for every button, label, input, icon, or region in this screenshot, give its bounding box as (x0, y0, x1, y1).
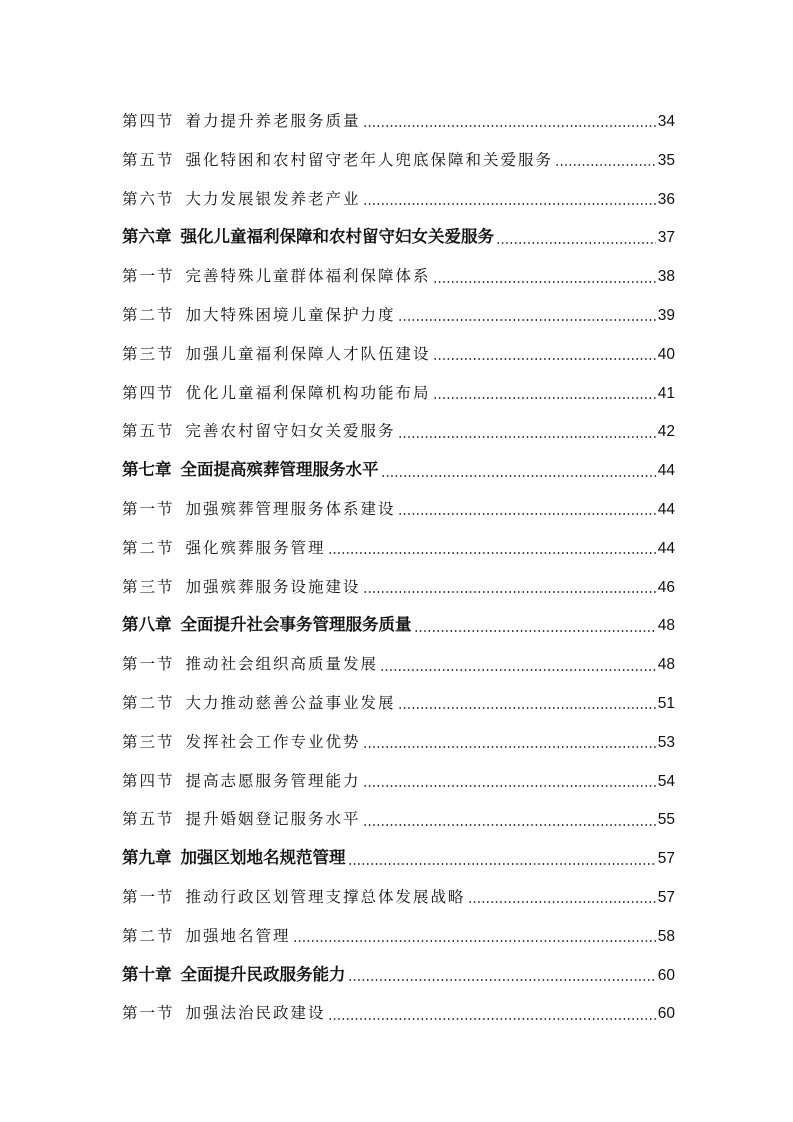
toc-entry-number: 第二节 (122, 926, 175, 945)
toc-leader-dots (363, 824, 656, 826)
toc-entry-number: 第七章 (122, 460, 172, 480)
toc-entry-title: 发挥社会工作专业优势 (185, 732, 361, 751)
toc-leader-dots (398, 319, 656, 321)
toc-entry-page: 53 (657, 733, 675, 751)
toc-entry-number: 第二节 (122, 538, 175, 557)
toc-entry-page: 34 (657, 113, 675, 130)
toc-entry[interactable] (122, 257, 675, 296)
toc-entry[interactable] (122, 374, 675, 413)
toc-leader-dots (381, 475, 656, 477)
toc-entry-number: 第五节 (122, 422, 175, 441)
toc-leader-dots (433, 281, 656, 283)
toc-leader-dots (348, 863, 656, 865)
toc-leader-dots (555, 164, 656, 166)
toc-entry-title: 加强区划地名规范管理 (180, 848, 346, 868)
toc-entry-number: 第三节 (122, 732, 175, 751)
toc-entry-page: 40 (657, 345, 675, 363)
toc-entry-title: 加强殡葬服务设施建设 (185, 577, 361, 596)
toc-entry-page: 57 (657, 850, 675, 868)
toc-entry[interactable] (122, 800, 675, 839)
toc-entry-number: 第四节 (122, 112, 175, 130)
toc-entry-page: 36 (657, 190, 675, 208)
toc-entry-page: 44 (657, 462, 675, 480)
toc-entry-number: 第八章 (122, 615, 172, 635)
toc-entry-title: 推动社会组织高质量发展 (185, 655, 379, 674)
toc-leader-dots (328, 1018, 656, 1020)
toc-entry[interactable] (122, 451, 675, 490)
toc-entry-title: 提升婚姻登记服务水平 (185, 810, 361, 829)
toc-entry-page: 48 (657, 656, 675, 674)
toc-entry-page: 46 (657, 578, 675, 596)
toc-entry[interactable] (122, 645, 675, 684)
toc-entry-title: 加强殡葬管理服务体系建设 (185, 499, 396, 518)
toc-entry-number: 第二节 (122, 305, 175, 324)
toc-entry[interactable] (122, 141, 675, 180)
toc-entry-title: 强化儿童福利保障和农村留守妇女关爱服务 (180, 227, 494, 247)
toc-entry-title: 优化儿童福利保障机构功能布局 (185, 383, 431, 402)
toc-entry[interactable] (122, 994, 675, 1033)
toc-entry-number: 第一节 (122, 1004, 175, 1023)
toc-entry[interactable] (122, 839, 675, 878)
toc-leader-dots (398, 707, 656, 709)
toc-entry[interactable] (122, 684, 675, 723)
toc-entry[interactable] (122, 917, 675, 956)
toc-entry-number: 第一节 (122, 499, 175, 518)
toc-entry[interactable] (122, 606, 675, 645)
toc-entry-page: 44 (657, 539, 675, 557)
toc-entry-title: 提高志愿服务管理能力 (185, 771, 361, 790)
toc-leader-dots (468, 901, 656, 903)
toc-entry-page: 60 (657, 1005, 675, 1023)
toc-entry-title: 加强地名管理 (185, 926, 291, 945)
toc-entry-page: 51 (657, 694, 675, 712)
toc-entry-number: 第四节 (122, 383, 175, 402)
toc-entry-title: 完善特殊儿童群体福利保障体系 (185, 267, 431, 286)
toc-entry[interactable] (122, 412, 675, 451)
toc-entry-page: 48 (657, 617, 675, 635)
toc-entry-title: 完善农村留守妇女关爱服务 (185, 422, 396, 441)
toc-entry-number: 第六章 (122, 227, 172, 247)
toc-entry-title: 大力发展银发养老产业 (185, 189, 361, 208)
toc-entry-page: 54 (657, 772, 675, 790)
toc-entry-page: 58 (657, 927, 675, 945)
toc-entry-page: 35 (657, 151, 675, 169)
toc-entry-number: 第十章 (122, 964, 172, 984)
toc-entry[interactable] (122, 180, 675, 219)
toc-entry-page: 41 (657, 384, 675, 402)
toc-entry-title: 着力提升养老服务质量 (185, 112, 361, 130)
toc-entry-page: 37 (657, 229, 675, 247)
toc-entry[interactable] (122, 723, 675, 762)
toc-entry-title: 加强儿童福利保障人才队伍建设 (185, 344, 431, 363)
toc-entry-page: 60 (657, 966, 675, 984)
toc-entry-number: 第一节 (122, 887, 175, 906)
toc-entry[interactable] (122, 102, 675, 141)
toc-entry-title: 大力推动慈善公益事业发展 (185, 693, 396, 712)
toc-entry-page: 38 (657, 268, 675, 286)
toc-leader-dots (363, 125, 656, 127)
toc-entry-number: 第三节 (122, 577, 175, 596)
table-of-contents (122, 102, 675, 1033)
toc-leader-dots (398, 436, 656, 438)
toc-leader-dots (363, 746, 656, 748)
toc-entry[interactable] (122, 878, 675, 917)
toc-entry-number: 第九章 (122, 848, 172, 868)
toc-entry-number: 第三节 (122, 344, 175, 363)
toc-entry-title: 加强法治民政建设 (185, 1004, 326, 1023)
toc-leader-dots (348, 979, 656, 981)
toc-leader-dots (496, 242, 656, 244)
toc-entry-number: 第一节 (122, 267, 175, 286)
toc-entry-title: 推动行政区划管理支撑总体发展战略 (185, 887, 466, 906)
toc-entry[interactable] (122, 335, 675, 374)
toc-leader-dots (414, 630, 656, 632)
toc-entry-title: 加大特殊困境儿童保护力度 (185, 305, 396, 324)
toc-leader-dots (363, 785, 656, 787)
toc-entry-number: 第一节 (122, 655, 175, 674)
toc-entry-page: 44 (657, 500, 675, 518)
toc-entry-title: 强化特困和农村留守老年人兜底保障和关爱服务 (185, 150, 554, 169)
toc-entry-title: 全面提高殡葬管理服务水平 (180, 460, 379, 480)
toc-entry[interactable] (122, 296, 675, 335)
toc-entry[interactable] (122, 568, 675, 607)
toc-entry-number: 第五节 (122, 810, 175, 829)
toc-entry[interactable] (122, 529, 675, 568)
toc-entry-number: 第六节 (122, 189, 175, 208)
toc-leader-dots (433, 397, 656, 399)
toc-entry-page: 39 (657, 306, 675, 324)
toc-leader-dots (293, 940, 656, 942)
toc-entry[interactable] (122, 762, 675, 801)
toc-leader-dots (380, 669, 656, 671)
toc-entry-page: 57 (657, 888, 675, 906)
toc-entry-number: 第四节 (122, 771, 175, 790)
toc-entry-title: 全面提升社会事务管理服务质量 (180, 615, 412, 635)
toc-leader-dots (363, 591, 656, 593)
toc-entry-page: 55 (657, 811, 675, 829)
toc-entry[interactable] (122, 218, 675, 257)
toc-entry-title: 全面提升民政服务能力 (180, 964, 346, 984)
toc-entry-page: 42 (657, 423, 675, 441)
toc-leader-dots (328, 552, 656, 554)
toc-entry[interactable] (122, 490, 675, 529)
toc-entry-number: 第二节 (122, 693, 175, 712)
toc-entry[interactable] (122, 956, 675, 995)
toc-entry-title: 强化殡葬服务管理 (185, 538, 326, 557)
toc-entry-number: 第五节 (122, 150, 175, 169)
toc-leader-dots (363, 203, 656, 205)
toc-leader-dots (433, 358, 656, 360)
toc-leader-dots (398, 513, 656, 515)
